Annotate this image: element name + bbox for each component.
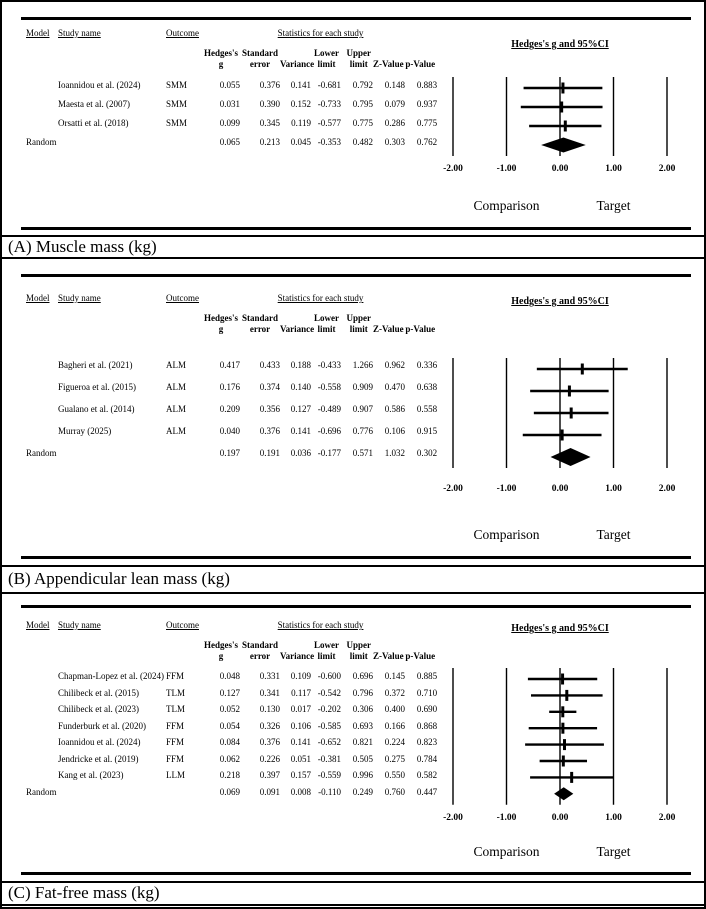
cell-outcome: TLM <box>166 704 185 715</box>
cell-z_value: 0.079 <box>384 98 405 109</box>
col-header-stat: Variance <box>280 323 315 334</box>
panel-fat-free-mass <box>2 594 704 906</box>
cell-outcome: SMM <box>166 117 188 128</box>
cell-model: Random <box>26 448 57 459</box>
study-table-row <box>26 751 437 768</box>
cell-study-name: Orsatti et al. (2018) <box>58 117 129 128</box>
col-header-model: Model <box>26 293 50 303</box>
axis-tick-label: 1.00 <box>605 813 622 823</box>
summary-diamond <box>554 787 573 800</box>
cell-z_value: 0.106 <box>384 426 405 437</box>
cell-hedges_g: 0.055 <box>219 79 240 90</box>
cell-standard_error: 0.433 <box>259 360 280 371</box>
axis-tick-label: -2.00 <box>443 813 463 823</box>
summary-diamond <box>551 448 591 466</box>
cell-standard_error: 0.345 <box>259 117 280 128</box>
col-header-study-name: Study name <box>58 293 101 303</box>
col-header-stat: Variance <box>280 650 315 661</box>
cell-z_value: 0.224 <box>384 737 405 748</box>
statistics-table-area <box>26 594 438 801</box>
statistics-table <box>26 28 437 152</box>
col-header-stat: Z-Value <box>373 323 404 334</box>
cell-outcome: ALM <box>166 382 186 393</box>
cell-z_value: 0.286 <box>384 117 405 128</box>
cell-upper_limit: 1.266 <box>352 360 373 371</box>
col-header-stat: Hedges's g <box>204 48 239 69</box>
col-header-stat: Lower limit <box>314 313 339 334</box>
cell-lower_limit: -0.559 <box>317 770 341 781</box>
summary-table-row <box>26 443 437 465</box>
col-header-stat: p-Value <box>405 58 436 69</box>
cell-standard_error: 0.331 <box>259 671 280 682</box>
cell-upper_limit: 0.505 <box>352 753 373 764</box>
cell-lower_limit: -0.202 <box>317 704 341 715</box>
axis-tick-label: -1.00 <box>496 484 517 494</box>
summary-diamond <box>541 138 586 153</box>
cell-study-name: Chapman-Lopez et al. (2024) <box>58 671 164 682</box>
axis-annotation-comparison: Comparison <box>473 844 540 859</box>
cell-standard_error: 0.326 <box>259 720 280 731</box>
cell-standard_error: 0.191 <box>259 448 280 459</box>
cell-outcome: ALM <box>166 404 186 415</box>
cell-outcome: SMM <box>166 98 188 109</box>
cell-z_value: 0.372 <box>384 687 405 698</box>
cell-standard_error: 0.226 <box>259 753 280 764</box>
cell-lower_limit: -0.489 <box>317 404 341 415</box>
cell-p_value: 0.823 <box>416 737 438 748</box>
cell-outcome: TLM <box>166 687 185 698</box>
cell-hedges_g: 0.417 <box>219 360 240 371</box>
cell-upper_limit: 0.571 <box>352 448 373 459</box>
study-table-row <box>26 702 437 719</box>
axis-annotation-target: Target <box>596 527 631 542</box>
axis-tick-label: 0.00 <box>551 813 569 823</box>
cell-standard_error: 0.376 <box>259 79 280 90</box>
cell-standard_error: 0.397 <box>259 770 280 781</box>
col-header-study-name: Study name <box>58 28 101 38</box>
cell-standard_error: 0.356 <box>259 404 280 415</box>
axis-tick-label: 1.00 <box>605 164 622 174</box>
cell-upper_limit: 0.792 <box>352 79 373 90</box>
col-header-stat: Standard error <box>241 48 278 69</box>
forest-plot-svg <box>438 259 700 565</box>
col-header-statistics-group: Statistics for each study <box>277 620 364 630</box>
cell-outcome: LLM <box>166 770 185 781</box>
cell-upper_limit: 0.482 <box>352 136 373 147</box>
cell-upper_limit: 0.693 <box>352 720 373 731</box>
cell-standard_error: 0.374 <box>259 382 280 393</box>
cell-variance: 0.106 <box>290 720 311 731</box>
cell-p_value: 0.915 <box>416 426 438 437</box>
cell-standard_error: 0.213 <box>259 136 280 147</box>
col-header-stat: Standard error <box>241 640 278 661</box>
forest-plot-svg <box>438 594 700 881</box>
cell-lower_limit: -0.110 <box>318 786 341 797</box>
horizontal-rule <box>21 227 691 230</box>
col-header-stat: Lower limit <box>314 48 339 69</box>
cell-upper_limit: 0.996 <box>352 770 373 781</box>
col-header-stat: Hedges's g <box>204 640 239 661</box>
cell-p_value: 0.883 <box>416 79 438 90</box>
cell-hedges_g: 0.176 <box>219 382 240 393</box>
panel-muscle-mass <box>2 2 704 259</box>
cell-outcome: FFM <box>166 671 185 682</box>
axis-annotation-comparison: Comparison <box>473 198 540 213</box>
cell-variance: 0.008 <box>290 786 311 797</box>
cell-standard_error: 0.376 <box>259 426 280 437</box>
col-header-stat: Upper limit <box>346 640 371 661</box>
panel-caption-b: (B) Appendicular lean mass (kg) <box>2 565 704 594</box>
cell-outcome: FFM <box>166 737 185 748</box>
cell-hedges_g: 0.069 <box>219 786 240 797</box>
cell-lower_limit: -0.577 <box>317 117 341 128</box>
cell-upper_limit: 0.696 <box>352 671 373 682</box>
col-header-study-name: Study name <box>58 620 101 630</box>
cell-p_value: 0.447 <box>416 786 438 797</box>
statistics-table <box>26 293 437 465</box>
cell-variance: 0.036 <box>290 448 311 459</box>
axis-tick-label: -1.00 <box>496 813 517 823</box>
cell-variance: 0.188 <box>290 360 311 371</box>
col-header-outcome: Outcome <box>166 293 199 303</box>
cell-variance: 0.141 <box>290 737 311 748</box>
cell-study-name: Murray (2025) <box>58 426 112 437</box>
plot-title: Hedges's g and 95%CI <box>511 39 609 50</box>
cell-lower_limit: -0.433 <box>317 360 341 371</box>
cell-lower_limit: -0.652 <box>317 737 341 748</box>
axis-tick-label: -1.00 <box>496 164 517 174</box>
cell-standard_error: 0.341 <box>259 687 280 698</box>
cell-upper_limit: 0.909 <box>352 382 373 393</box>
cell-p_value: 0.868 <box>416 720 438 731</box>
cell-lower_limit: -0.353 <box>317 136 341 147</box>
col-header-stat: p-Value <box>405 650 436 661</box>
cell-hedges_g: 0.031 <box>219 98 240 109</box>
cell-hedges_g: 0.065 <box>219 136 240 147</box>
cell-z_value: 0.586 <box>384 404 405 415</box>
cell-standard_error: 0.376 <box>259 737 280 748</box>
cell-variance: 0.117 <box>291 687 311 698</box>
col-header-statistics-group: Statistics for each study <box>277 293 364 303</box>
forest-plot-svg <box>438 2 700 235</box>
cell-variance: 0.109 <box>290 671 311 682</box>
cell-study-name: Kang et al. (2023) <box>58 770 124 781</box>
axis-tick-label: 0.00 <box>551 484 569 494</box>
cell-variance: 0.141 <box>290 79 311 90</box>
cell-variance: 0.127 <box>290 404 311 415</box>
cell-p_value: 0.775 <box>416 117 438 128</box>
cell-upper_limit: 0.821 <box>352 737 373 748</box>
cell-z_value: 0.550 <box>384 770 405 781</box>
cell-upper_limit: 0.249 <box>352 786 373 797</box>
study-table-row <box>26 718 437 735</box>
col-header-model: Model <box>26 28 50 38</box>
cell-p_value: 0.336 <box>416 360 438 371</box>
cell-p_value: 0.582 <box>416 770 438 781</box>
cell-z_value: 0.470 <box>384 382 405 393</box>
cell-variance: 0.119 <box>291 117 311 128</box>
cell-study-name: Bagheri et al. (2021) <box>58 360 133 371</box>
cell-outcome: ALM <box>166 360 186 371</box>
study-table-row <box>26 421 437 443</box>
cell-z_value: 0.275 <box>384 753 405 764</box>
cell-outcome: FFM <box>166 720 185 731</box>
col-header-outcome: Outcome <box>166 620 199 630</box>
cell-hedges_g: 0.052 <box>219 704 240 715</box>
cell-upper_limit: 0.907 <box>352 404 373 415</box>
axis-annotation-target: Target <box>596 844 631 859</box>
cell-study-name: Ioannidou et al. (2024) <box>58 737 141 748</box>
cell-variance: 0.045 <box>290 136 311 147</box>
cell-hedges_g: 0.099 <box>219 117 240 128</box>
col-header-stat: p-Value <box>405 323 436 334</box>
col-header-stat: Z-Value <box>373 58 404 69</box>
col-header-statistics-group: Statistics for each study <box>277 28 364 38</box>
study-table-row <box>26 685 437 702</box>
cell-z_value: 0.145 <box>384 671 405 682</box>
cell-lower_limit: -0.542 <box>317 687 341 698</box>
cell-standard_error: 0.091 <box>259 786 280 797</box>
plot-title: Hedges's g and 95%CI <box>511 623 609 634</box>
cell-hedges_g: 0.197 <box>219 448 240 459</box>
cell-lower_limit: -0.177 <box>317 448 341 459</box>
col-header-stat: Hedges's g <box>204 313 239 334</box>
cell-variance: 0.157 <box>290 770 311 781</box>
col-header-stat: Variance <box>280 58 315 69</box>
cell-study-name: Figueroa et al. (2015) <box>58 382 136 393</box>
axis-tick-label: 2.00 <box>658 813 676 823</box>
axis-annotation-target: Target <box>596 198 631 213</box>
cell-lower_limit: -0.381 <box>317 753 341 764</box>
cell-z_value: 0.303 <box>384 136 405 147</box>
cell-study-name: Gualano et al. (2014) <box>58 404 135 415</box>
cell-study-name: Maesta et al. (2007) <box>58 98 130 109</box>
cell-upper_limit: 0.775 <box>352 117 373 128</box>
cell-standard_error: 0.130 <box>259 704 280 715</box>
cell-model: Random <box>26 136 57 147</box>
horizontal-rule <box>21 556 691 559</box>
cell-p_value: 0.302 <box>416 448 438 459</box>
cell-p_value: 0.710 <box>416 687 438 698</box>
axis-tick-label: 2.00 <box>658 164 676 174</box>
cell-lower_limit: -0.696 <box>317 426 341 437</box>
cell-upper_limit: 0.776 <box>352 426 373 437</box>
cell-p_value: 0.784 <box>416 753 438 764</box>
cell-study-name: Ioannidou et al. (2024) <box>58 79 141 90</box>
forest-plot-area <box>438 259 702 570</box>
cell-upper_limit: 0.795 <box>352 98 373 109</box>
cell-upper_limit: 0.306 <box>352 704 373 715</box>
cell-variance: 0.141 <box>290 426 311 437</box>
horizontal-rule <box>21 872 691 875</box>
cell-lower_limit: -0.558 <box>317 382 341 393</box>
col-header-stat: Upper limit <box>346 313 371 334</box>
forest-plot-area <box>438 2 702 240</box>
cell-outcome: FFM <box>166 753 185 764</box>
study-table-row <box>26 76 437 95</box>
col-header-stat: Lower limit <box>314 640 339 661</box>
forest-plot-section-c <box>2 594 704 881</box>
cell-z_value: 0.148 <box>384 79 405 90</box>
cell-hedges_g: 0.062 <box>219 753 240 764</box>
cell-outcome: ALM <box>166 426 186 437</box>
cell-lower_limit: -0.733 <box>317 98 341 109</box>
col-header-stat: Z-Value <box>373 650 404 661</box>
study-table-row <box>26 114 437 133</box>
statistics-table-area <box>26 259 438 465</box>
cell-z_value: 0.400 <box>384 704 405 715</box>
cell-outcome: SMM <box>166 79 188 90</box>
cell-p_value: 0.638 <box>416 382 438 393</box>
cell-variance: 0.152 <box>290 98 311 109</box>
cell-study-name: Jendricke et al. (2019) <box>58 753 139 764</box>
axis-tick-label: 2.00 <box>658 484 676 494</box>
cell-hedges_g: 0.054 <box>219 720 240 731</box>
study-table-row <box>26 377 437 399</box>
cell-z_value: 0.166 <box>384 720 405 731</box>
cell-p_value: 0.885 <box>416 671 438 682</box>
axis-tick-label: 0.00 <box>551 164 569 174</box>
cell-lower_limit: -0.600 <box>317 671 341 682</box>
plot-title: Hedges's g and 95%CI <box>511 296 609 307</box>
cell-p_value: 0.690 <box>416 704 438 715</box>
cell-hedges_g: 0.084 <box>219 737 240 748</box>
cell-variance: 0.140 <box>290 382 311 393</box>
col-header-outcome: Outcome <box>166 28 199 38</box>
cell-p_value: 0.558 <box>416 404 438 415</box>
study-table-row <box>26 95 437 114</box>
summary-table-row <box>26 784 437 801</box>
cell-variance: 0.017 <box>290 704 311 715</box>
cell-hedges_g: 0.209 <box>219 404 240 415</box>
cell-lower_limit: -0.681 <box>317 79 341 90</box>
cell-z_value: 0.962 <box>384 360 405 371</box>
statistics-table <box>26 620 437 801</box>
cell-model: Random <box>26 786 57 797</box>
panel-appendicular-lean-mass <box>2 259 704 594</box>
cell-study-name: Chilibeck et al. (2023) <box>58 704 139 715</box>
col-header-stat: Upper limit <box>346 48 371 69</box>
forest-plot-section-a <box>2 2 704 235</box>
study-table-row <box>26 355 437 377</box>
study-table-row <box>26 669 437 686</box>
cell-p_value: 0.762 <box>416 136 438 147</box>
axis-tick-label: -2.00 <box>443 484 463 494</box>
statistics-table-area <box>26 2 438 152</box>
cell-hedges_g: 0.040 <box>219 426 240 437</box>
cell-hedges_g: 0.127 <box>219 687 240 698</box>
cell-hedges_g: 0.048 <box>219 671 240 682</box>
cell-study-name: Chilibeck et al. (2015) <box>58 687 139 698</box>
cell-study-name: Funderburk et al. (2020) <box>58 720 146 731</box>
panel-caption-a: (A) Muscle mass (kg) <box>2 235 704 259</box>
study-table-row <box>26 399 437 421</box>
cell-upper_limit: 0.796 <box>352 687 373 698</box>
summary-table-row <box>26 133 437 152</box>
panel-caption-c: (C) Fat-free mass (kg) <box>2 881 704 906</box>
col-header-model: Model <box>26 620 50 630</box>
forest-plot-section-b <box>2 259 704 565</box>
col-header-stat: Standard error <box>241 313 278 334</box>
cell-p_value: 0.937 <box>416 98 438 109</box>
study-table-row <box>26 735 437 752</box>
study-table-row <box>26 768 437 785</box>
forest-plot-area <box>438 594 702 886</box>
cell-z_value: 0.760 <box>384 786 405 797</box>
cell-hedges_g: 0.218 <box>219 770 240 781</box>
axis-tick-label: -2.00 <box>443 164 463 174</box>
cell-z_value: 1.032 <box>384 448 405 459</box>
cell-standard_error: 0.390 <box>259 98 280 109</box>
axis-annotation-comparison: Comparison <box>473 527 540 542</box>
cell-variance: 0.051 <box>290 753 311 764</box>
cell-lower_limit: -0.585 <box>317 720 341 731</box>
axis-tick-label: 1.00 <box>605 484 622 494</box>
